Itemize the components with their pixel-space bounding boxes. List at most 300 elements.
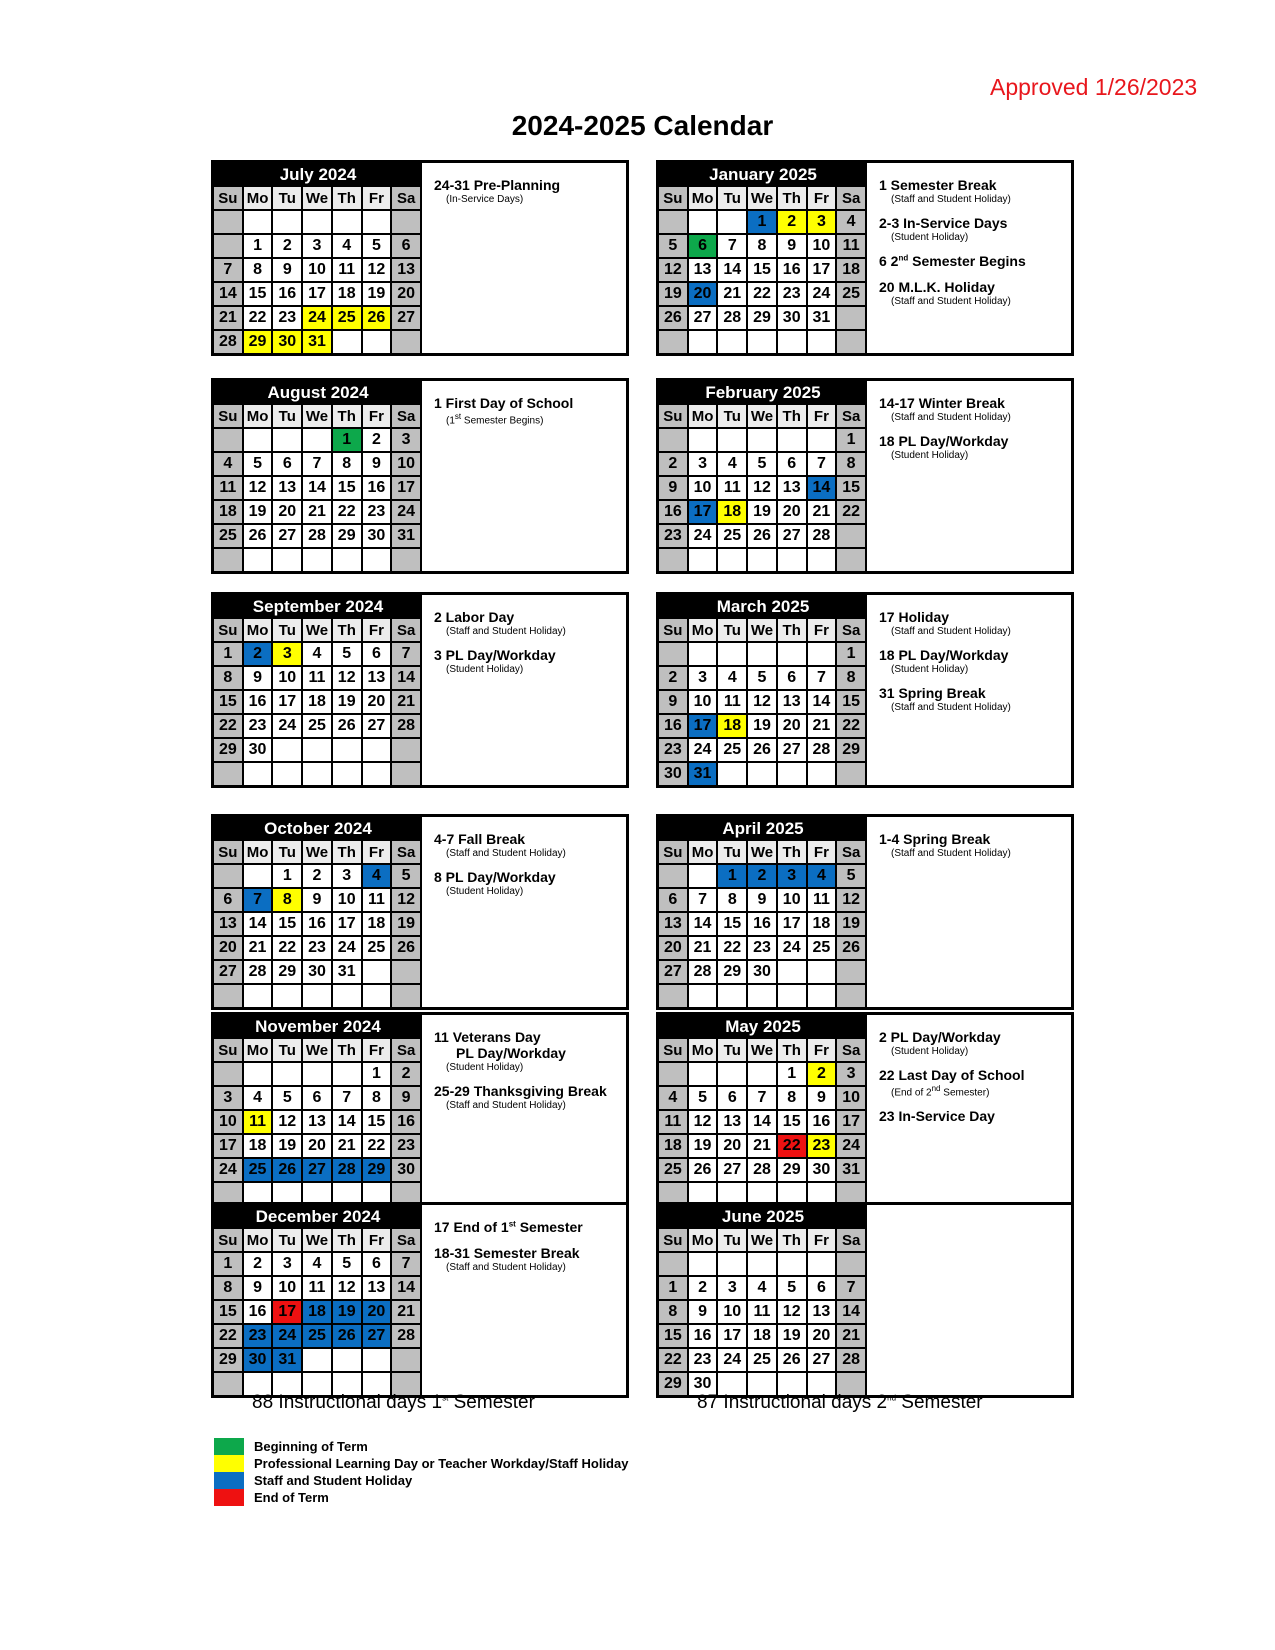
- empty-cell: [659, 985, 687, 1007]
- empty-cell: [214, 1373, 242, 1395]
- event-note: [434, 869, 616, 897]
- day-cell: 27: [778, 525, 806, 547]
- event-note: [434, 1083, 616, 1111]
- day-cell: 27: [273, 525, 301, 547]
- day-cell: 25: [837, 283, 865, 305]
- month-title: April 2025: [659, 817, 867, 841]
- day-cell: 15: [778, 1111, 806, 1133]
- day-cell: 7: [244, 889, 272, 911]
- day-cell: 27: [659, 961, 687, 983]
- day-cell: 15: [244, 283, 272, 305]
- weekday-header: Su: [659, 1229, 687, 1251]
- day-cell: 13: [392, 259, 420, 281]
- day-grid: [659, 619, 867, 785]
- day-cell: 24: [214, 1159, 242, 1181]
- day-cell: 28: [837, 1349, 865, 1371]
- event-subtitle: (Student Holiday): [891, 664, 969, 675]
- empty-cell: [392, 739, 420, 761]
- empty-cell: [689, 985, 717, 1007]
- day-cell: 23: [659, 525, 687, 547]
- day-cell: 28: [214, 331, 242, 353]
- month-title: January 2025: [659, 163, 867, 187]
- day-cell: 3: [214, 1087, 242, 1109]
- day-cell: 18: [718, 715, 746, 737]
- day-cell: 26: [333, 1325, 361, 1347]
- event-subtitle: (Student Holiday): [446, 664, 524, 675]
- empty-cell: [303, 1063, 331, 1085]
- day-cell: 6: [659, 889, 687, 911]
- empty-cell: [214, 211, 242, 233]
- day-cell: 29: [837, 739, 865, 761]
- weekday-header: Fr: [808, 619, 836, 641]
- color-swatch-icon: [214, 1455, 244, 1472]
- empty-cell: [392, 211, 420, 233]
- day-cell: 11: [808, 889, 836, 911]
- day-cell: 16: [659, 501, 687, 523]
- day-cell: 1: [837, 429, 865, 451]
- empty-cell: [808, 429, 836, 451]
- event-title: 23 In-Service Day: [879, 1108, 995, 1125]
- event-subtitle: (Student Holiday): [891, 1046, 969, 1057]
- day-cell: 8: [273, 889, 301, 911]
- day-cell: 26: [333, 715, 361, 737]
- day-cell: 15: [837, 477, 865, 499]
- day-cell: 5: [689, 1087, 717, 1109]
- month-calendar: [659, 163, 867, 353]
- semester-1-instructional-days: 88 Instructional days 1st Semester: [252, 1392, 535, 1413]
- empty-cell: [363, 763, 391, 785]
- day-cell: 14: [837, 1301, 865, 1323]
- weekday-header: Fr: [363, 405, 391, 427]
- legend-item: [214, 1455, 628, 1472]
- day-cell: 5: [273, 1087, 301, 1109]
- event-title: 2 Labor Day: [434, 609, 515, 625]
- empty-cell: [392, 961, 420, 983]
- month-title: October 2024: [214, 817, 422, 841]
- day-cell: 10: [778, 889, 806, 911]
- event-subtitle: (Student Holiday): [891, 450, 969, 461]
- day-cell: 29: [748, 307, 776, 329]
- day-cell: 15: [273, 913, 301, 935]
- day-cell: 14: [214, 283, 242, 305]
- empty-cell: [363, 985, 391, 1007]
- empty-cell: [837, 1253, 865, 1275]
- day-cell: 15: [659, 1325, 687, 1347]
- day-cell: 11: [363, 889, 391, 911]
- empty-cell: [214, 429, 242, 451]
- day-cell: 25: [748, 1349, 776, 1371]
- day-cell: 17: [837, 1111, 865, 1133]
- empty-cell: [333, 331, 361, 353]
- day-cell: 26: [363, 307, 391, 329]
- day-cell: 14: [244, 913, 272, 935]
- event-subtitle: (Staff and Student Holiday): [891, 626, 1011, 637]
- approval-date: Approved 1/26/2023: [990, 74, 1198, 100]
- day-cell: 5: [333, 1253, 361, 1275]
- empty-cell: [303, 763, 331, 785]
- day-cell: 25: [718, 525, 746, 547]
- day-cell: 12: [333, 667, 361, 689]
- weekday-header: Fr: [363, 1039, 391, 1061]
- day-cell: 13: [659, 913, 687, 935]
- day-cell: 31: [689, 763, 717, 785]
- day-cell: 6: [303, 1087, 331, 1109]
- day-cell: 26: [392, 937, 420, 959]
- month-august-2024: [211, 378, 629, 574]
- day-cell: 10: [837, 1087, 865, 1109]
- month-april-2025: [656, 814, 1074, 1010]
- empty-cell: [659, 1063, 687, 1085]
- month-calendar: [214, 817, 422, 1007]
- day-cell: 20: [303, 1135, 331, 1157]
- day-cell: 16: [244, 691, 272, 713]
- empty-cell: [214, 865, 242, 887]
- day-cell: 18: [333, 283, 361, 305]
- weekday-header: We: [748, 841, 776, 863]
- day-cell: 12: [689, 1111, 717, 1133]
- day-cell: 19: [689, 1135, 717, 1157]
- day-cell: 7: [214, 259, 242, 281]
- semester-2-instructional-days: 87 Instructional days 2nd Semester: [697, 1392, 983, 1413]
- event-title: 18 PL Day/Workday: [879, 433, 1009, 449]
- day-cell: 2: [659, 453, 687, 475]
- day-cell: 8: [214, 1277, 242, 1299]
- empty-cell: [718, 429, 746, 451]
- day-cell: 23: [778, 283, 806, 305]
- empty-cell: [659, 643, 687, 665]
- day-cell: 26: [748, 739, 776, 761]
- day-cell: 8: [837, 667, 865, 689]
- weekday-header: Su: [214, 1229, 242, 1251]
- month-october-2024: [211, 814, 629, 1010]
- day-cell: 9: [273, 259, 301, 281]
- weekday-header: We: [303, 841, 331, 863]
- weekday-header: Sa: [837, 1229, 865, 1251]
- weekday-header: Su: [659, 619, 687, 641]
- day-cell: 17: [689, 501, 717, 523]
- empty-cell: [244, 763, 272, 785]
- event-title: 1 Semester Break: [879, 177, 997, 193]
- day-cell: 4: [837, 211, 865, 233]
- day-cell: 12: [748, 691, 776, 713]
- day-cell: 20: [392, 283, 420, 305]
- day-cell: 6: [778, 667, 806, 689]
- event-title: 18-31 Semester Break: [434, 1245, 580, 1261]
- day-cell: 2: [392, 1063, 420, 1085]
- event-subtitle: (Staff and Student Holiday): [446, 848, 566, 859]
- month-calendar: [659, 1205, 867, 1395]
- weekday-header: We: [303, 1229, 331, 1251]
- day-cell: 15: [718, 913, 746, 935]
- day-cell: 9: [778, 235, 806, 257]
- day-cell: 17: [808, 259, 836, 281]
- day-cell: 11: [748, 1301, 776, 1323]
- weekday-header: Su: [214, 1039, 242, 1061]
- day-cell: 31: [273, 1349, 301, 1371]
- day-cell: 24: [808, 283, 836, 305]
- empty-cell: [244, 985, 272, 1007]
- event-title: 2 PL Day/Workday: [879, 1029, 1001, 1045]
- empty-cell: [244, 429, 272, 451]
- empty-cell: [333, 985, 361, 1007]
- event-title: 25-29 Thanksgiving Break: [434, 1083, 607, 1099]
- event-title: 17 Holiday: [879, 609, 950, 625]
- day-cell: 28: [244, 961, 272, 983]
- day-cell: 6: [689, 235, 717, 257]
- legend-label: Beginning of Term: [254, 1439, 368, 1454]
- legend-item: [214, 1472, 628, 1489]
- empty-cell: [808, 763, 836, 785]
- empty-cell: [303, 985, 331, 1007]
- empty-cell: [748, 1253, 776, 1275]
- day-cell: 3: [778, 865, 806, 887]
- day-cell: 23: [748, 937, 776, 959]
- event-note: [879, 279, 1061, 307]
- day-cell: 1: [214, 643, 242, 665]
- day-cell: 16: [392, 1111, 420, 1133]
- day-cell: 16: [363, 477, 391, 499]
- event-title: 20 M.L.K. Holiday: [879, 279, 995, 295]
- empty-cell: [333, 739, 361, 761]
- day-cell: 12: [363, 259, 391, 281]
- day-cell: 10: [333, 889, 361, 911]
- weekday-header: Mo: [689, 1039, 717, 1061]
- day-cell: 9: [392, 1087, 420, 1109]
- day-cell: 7: [748, 1087, 776, 1109]
- weekday-header: Th: [333, 619, 361, 641]
- day-cell: 22: [778, 1135, 806, 1157]
- day-cell: 25: [333, 307, 361, 329]
- weekday-header: Mo: [689, 619, 717, 641]
- day-cell: 24: [273, 1325, 301, 1347]
- event-title: 18 PL Day/Workday: [879, 647, 1009, 663]
- empty-cell: [689, 643, 717, 665]
- day-cell: 22: [214, 715, 242, 737]
- weekday-header: Fr: [808, 405, 836, 427]
- day-cell: 9: [659, 691, 687, 713]
- day-cell: 30: [244, 1349, 272, 1371]
- day-cell: 2: [363, 429, 391, 451]
- day-cell: 9: [808, 1087, 836, 1109]
- day-cell: 3: [392, 429, 420, 451]
- day-cell: 30: [659, 763, 687, 785]
- month-calendar: [659, 817, 867, 1007]
- month-calendar: [214, 595, 422, 785]
- day-cell: 11: [718, 477, 746, 499]
- day-cell: 20: [778, 501, 806, 523]
- day-cell: 19: [837, 913, 865, 935]
- month-may-2025: [656, 1012, 1074, 1208]
- day-cell: 27: [363, 715, 391, 737]
- weekday-header: Su: [659, 841, 687, 863]
- empty-cell: [778, 961, 806, 983]
- color-swatch-icon: [214, 1472, 244, 1489]
- day-cell: 2: [303, 865, 331, 887]
- day-cell: 6: [363, 1253, 391, 1275]
- day-cell: 24: [778, 937, 806, 959]
- day-cell: 7: [333, 1087, 361, 1109]
- event-note: [879, 395, 1061, 423]
- weekday-header: Tu: [273, 187, 301, 209]
- event-subtitle: (End of 2nd Semester): [891, 1084, 990, 1099]
- month-calendar: [214, 163, 422, 353]
- day-cell: 22: [837, 715, 865, 737]
- weekday-header: We: [303, 619, 331, 641]
- day-cell: 30: [778, 307, 806, 329]
- weekday-header: Sa: [837, 619, 865, 641]
- day-grid: [659, 1229, 867, 1395]
- day-cell: 20: [363, 691, 391, 713]
- day-cell: 21: [808, 715, 836, 737]
- day-cell: 9: [363, 453, 391, 475]
- empty-cell: [273, 429, 301, 451]
- day-cell: 15: [837, 691, 865, 713]
- weekday-header: Fr: [363, 1229, 391, 1251]
- empty-cell: [273, 549, 301, 571]
- day-cell: 15: [363, 1111, 391, 1133]
- day-cell: 19: [392, 913, 420, 935]
- month-september-2024: [211, 592, 629, 788]
- weekday-header: Tu: [273, 619, 301, 641]
- day-cell: 30: [303, 961, 331, 983]
- empty-cell: [244, 549, 272, 571]
- month-title: February 2025: [659, 381, 867, 405]
- day-cell: 9: [244, 1277, 272, 1299]
- day-cell: 11: [333, 259, 361, 281]
- day-cell: 21: [718, 283, 746, 305]
- day-cell: 12: [837, 889, 865, 911]
- day-cell: 2: [748, 865, 776, 887]
- day-cell: 11: [837, 235, 865, 257]
- weekday-header: Mo: [244, 1039, 272, 1061]
- month-title: July 2024: [214, 163, 422, 187]
- weekday-header: We: [303, 405, 331, 427]
- day-cell: 23: [244, 1325, 272, 1347]
- day-cell: 26: [659, 307, 687, 329]
- day-grid: [214, 405, 422, 571]
- event-title: 3 PL Day/Workday: [434, 647, 556, 663]
- day-cell: 25: [244, 1159, 272, 1181]
- day-cell: 4: [303, 643, 331, 665]
- weekday-header: Mo: [244, 187, 272, 209]
- empty-cell: [214, 1063, 242, 1085]
- event-note: [434, 647, 616, 675]
- event-title: 2-3 In-Service Days: [879, 215, 1008, 231]
- day-cell: 13: [363, 667, 391, 689]
- day-cell: 4: [718, 453, 746, 475]
- day-cell: 7: [718, 235, 746, 257]
- day-cell: 7: [392, 643, 420, 665]
- event-note: [879, 433, 1061, 461]
- day-cell: 26: [273, 1159, 301, 1181]
- day-cell: 13: [303, 1111, 331, 1133]
- weekday-header: Su: [659, 187, 687, 209]
- event-title: 14-17 Winter Break: [879, 395, 1005, 411]
- weekday-header: Mo: [689, 841, 717, 863]
- event-subtitle: (In-Service Days): [446, 194, 524, 205]
- day-cell: 3: [333, 865, 361, 887]
- day-cell: 21: [244, 937, 272, 959]
- event-note: [879, 685, 1061, 713]
- day-cell: 27: [718, 1159, 746, 1181]
- empty-cell: [748, 331, 776, 353]
- day-cell: 22: [333, 501, 361, 523]
- day-cell: 4: [363, 865, 391, 887]
- weekday-header: Mo: [689, 405, 717, 427]
- day-cell: 20: [659, 937, 687, 959]
- day-cell: 19: [333, 691, 361, 713]
- day-cell: 17: [303, 283, 331, 305]
- empty-cell: [214, 763, 242, 785]
- event-note: [879, 1067, 1061, 1098]
- month-november-2024: [211, 1012, 629, 1208]
- event-note: [434, 1219, 616, 1235]
- month-notes: [422, 817, 626, 1007]
- day-cell: 17: [333, 913, 361, 935]
- day-cell: 6: [778, 453, 806, 475]
- empty-cell: [778, 429, 806, 451]
- empty-cell: [837, 549, 865, 571]
- day-cell: 22: [244, 307, 272, 329]
- event-title: 22 Last Day of School: [879, 1067, 1025, 1083]
- day-cell: 12: [659, 259, 687, 281]
- day-cell: 6: [808, 1277, 836, 1299]
- month-title: August 2024: [214, 381, 422, 405]
- day-cell: 31: [837, 1159, 865, 1181]
- day-cell: 24: [689, 739, 717, 761]
- day-cell: 14: [333, 1111, 361, 1133]
- day-cell: 29: [778, 1159, 806, 1181]
- day-cell: 14: [808, 477, 836, 499]
- day-cell: 3: [273, 1253, 301, 1275]
- day-cell: 27: [689, 307, 717, 329]
- day-cell: 8: [333, 453, 361, 475]
- day-cell: 6: [392, 235, 420, 257]
- day-cell: 1: [333, 429, 361, 451]
- day-cell: 2: [689, 1277, 717, 1299]
- empty-cell: [273, 763, 301, 785]
- event-note: [879, 253, 1061, 269]
- empty-cell: [689, 331, 717, 353]
- month-notes: [867, 817, 1071, 1007]
- weekday-header: Fr: [363, 619, 391, 641]
- event-title: 1-4 Spring Break: [879, 831, 991, 847]
- event-note: [879, 831, 1061, 859]
- day-cell: 18: [303, 1301, 331, 1323]
- event-subtitle: (Staff and Student Holiday): [891, 702, 1011, 713]
- day-cell: 17: [689, 715, 717, 737]
- weekday-header: Sa: [392, 187, 420, 209]
- day-cell: 4: [718, 667, 746, 689]
- day-cell: 2: [659, 667, 687, 689]
- day-cell: 8: [244, 259, 272, 281]
- month-calendar: [659, 1015, 867, 1205]
- day-cell: 28: [392, 715, 420, 737]
- day-cell: 8: [214, 667, 242, 689]
- day-cell: 11: [303, 667, 331, 689]
- day-cell: 12: [392, 889, 420, 911]
- event-title: 1 First Day of School: [434, 395, 574, 411]
- empty-cell: [808, 549, 836, 571]
- day-cell: 31: [303, 331, 331, 353]
- event-subtitle: (1st Semester Begins): [446, 412, 544, 427]
- event-note: [434, 1245, 616, 1273]
- weekday-header: We: [748, 405, 776, 427]
- event-title: 6 2nd Semester Begins: [879, 253, 1026, 269]
- day-cell: 7: [837, 1277, 865, 1299]
- month-notes: [422, 1205, 626, 1395]
- day-cell: 2: [778, 211, 806, 233]
